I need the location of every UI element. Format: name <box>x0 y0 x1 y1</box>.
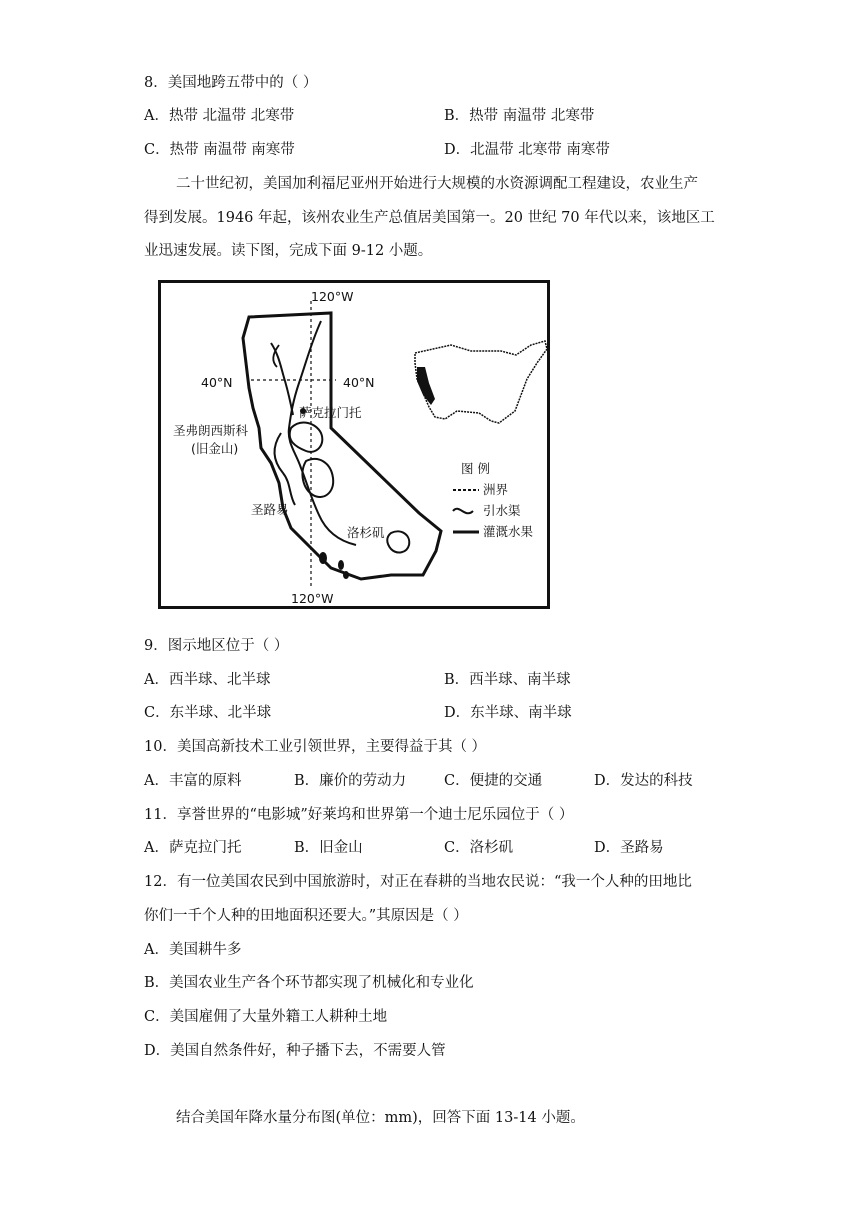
legend-canal-symbol <box>453 509 473 514</box>
q12-option-a[interactable]: A．美国耕牛多 <box>144 942 242 958</box>
legend-state-label: 洲界 <box>483 482 509 497</box>
q8-stem: 8．美国地跨五带中的（ ） <box>144 75 318 91</box>
q10-option-c[interactable]: C．便捷的交通 <box>444 773 543 789</box>
legend-title: 图 例 <box>461 461 490 476</box>
passage-line-2: 得到发展。1946 年起，该州农业生产总值居美国第一。20 世纪 70 年代以来，该地区工 <box>144 210 715 226</box>
label-san-luis: 圣路易 <box>251 502 289 517</box>
legend-canal-label: 引水渠 <box>483 503 521 518</box>
usa-inset-outline <box>415 341 547 423</box>
passage-line-1: 二十世纪初，美国加利福尼亚州开始进行大规模的水资源调配工程建设，农业生产 <box>176 176 698 192</box>
label-lon-top: 120°W <box>311 289 354 304</box>
q11-option-d[interactable]: D．圣路易 <box>594 840 664 856</box>
q10-option-b[interactable]: B．廉价的劳动力 <box>294 773 407 789</box>
california-inset-highlight <box>417 367 435 405</box>
q8-option-d[interactable]: D．北温带 北寒带 南寒带 <box>444 142 610 158</box>
irrigation-area-2 <box>302 459 333 497</box>
passage-line-3: 业迅速发展。读下图，完成下面 9-12 小题。 <box>144 243 433 259</box>
q9-option-b[interactable]: B．西半球、南半球 <box>444 672 571 688</box>
canal-main <box>289 321 356 545</box>
island-1 <box>319 552 327 564</box>
irrigation-area-1 <box>290 423 323 452</box>
q12-option-b[interactable]: B．美国农业生产各个环节都实现了机械化和专业化 <box>144 975 474 991</box>
coastal-canal <box>274 433 295 505</box>
q9-option-a[interactable]: A．西半球、北半球 <box>144 672 271 688</box>
label-old-gold-mountain: (旧金山) <box>191 441 239 456</box>
label-los-angeles: 洛杉矶 <box>347 525 385 540</box>
q10-option-a[interactable]: A．丰富的原料 <box>144 773 242 789</box>
q10-option-d[interactable]: D．发达的科技 <box>594 773 693 789</box>
q11-stem: 11．享誉世界的“电影城”好莱坞和世界第一个迪士尼乐园位于（ ） <box>144 807 574 823</box>
q12-option-d[interactable]: D．美国自然条件好，种子播下去，不需要人管 <box>144 1043 446 1059</box>
island-3 <box>343 571 349 579</box>
q9-option-d[interactable]: D．东半球、南半球 <box>444 705 572 721</box>
q8-option-a[interactable]: A．热带 北温带 北寒带 <box>144 108 295 124</box>
passage-13-14: 结合美国年降水量分布图(单位：mm)，回答下面 13-14 小题。 <box>176 1110 585 1126</box>
q12-stem-line-2: 你们一千个人种的田地面积还要大。”其原因是（ ） <box>144 908 468 924</box>
label-san-francisco: 圣弗朗西斯科 <box>173 423 249 438</box>
q10-stem: 10．美国高新技术工业引领世界，主要得益于其（ ） <box>144 739 487 755</box>
q8-option-c[interactable]: C．热带 南温带 南寒带 <box>144 142 295 158</box>
california-map-svg <box>161 283 547 606</box>
q12-option-c[interactable]: C．美国雇佣了大量外籍工人耕种土地 <box>144 1009 388 1025</box>
q9-option-c[interactable]: C．东半球、北半球 <box>144 705 272 721</box>
label-lat-left: 40°N <box>201 375 233 390</box>
q11-option-c[interactable]: C．洛杉矶 <box>444 840 514 856</box>
legend-irrigation-label: 灌溉水果 <box>483 524 534 539</box>
label-lat-right: 40°N <box>343 375 375 390</box>
label-lon-bottom: 120°W <box>291 591 334 606</box>
california-map-figure <box>158 280 550 609</box>
q11-option-a[interactable]: A．萨克拉门托 <box>144 840 242 856</box>
q8-option-b[interactable]: B．热带 南温带 北寒带 <box>444 108 595 124</box>
label-sacramento: 萨克拉门托 <box>299 405 362 420</box>
q9-stem: 9．图示地区位于（ ） <box>144 638 289 654</box>
island-2 <box>338 560 344 570</box>
q11-option-b[interactable]: B．旧金山 <box>294 840 363 856</box>
irrigation-area-south <box>387 531 409 552</box>
q12-stem-line-1: 12．有一位美国农民到中国旅游时，对正在春耕的当地农民说：“我一个人种的田地比 <box>144 874 692 890</box>
